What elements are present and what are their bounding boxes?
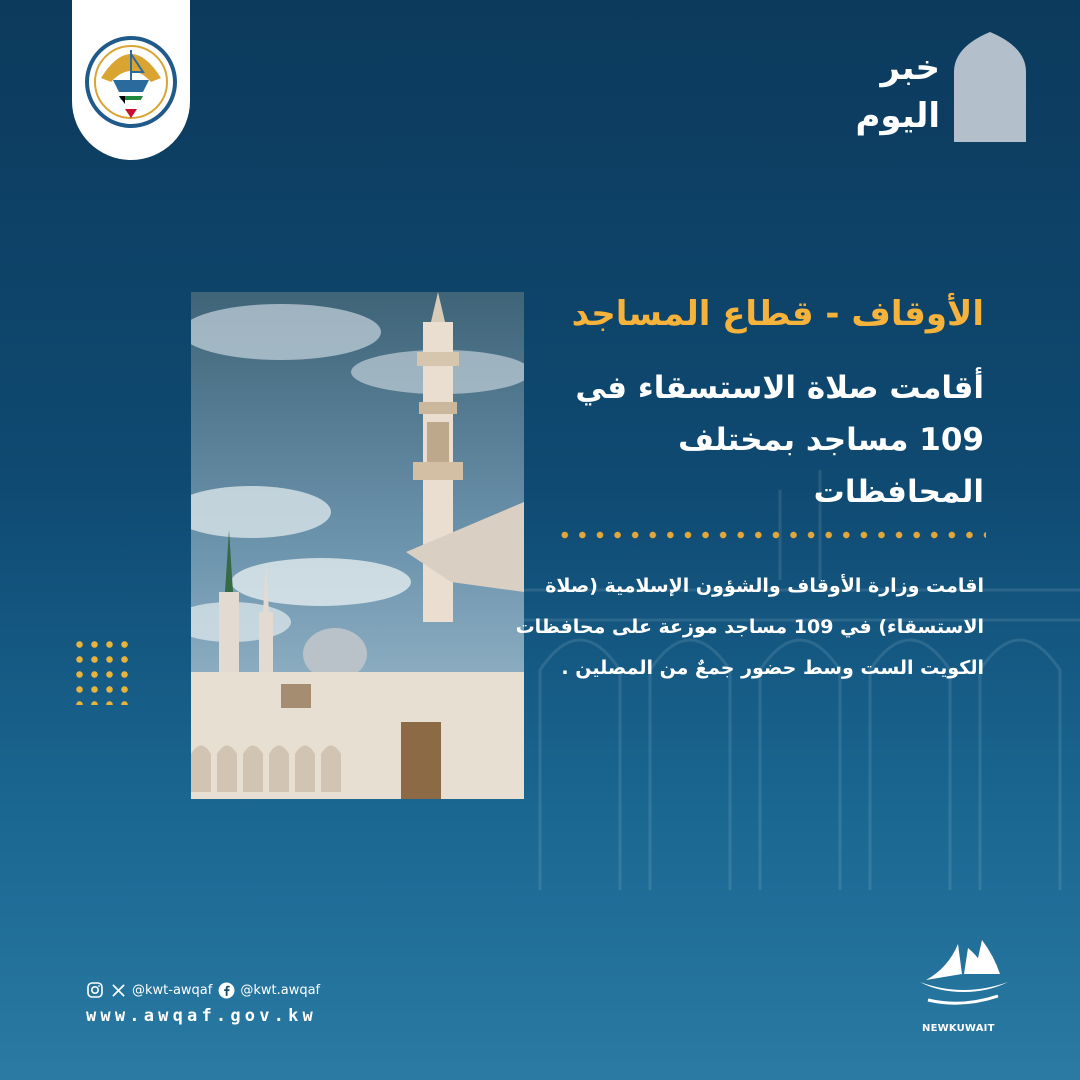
news-label-line1: خبر bbox=[880, 48, 940, 88]
social-handles bbox=[86, 981, 320, 999]
mosque-photo bbox=[191, 292, 524, 799]
section-title: الأوقاف - قطاع المساجد bbox=[571, 294, 984, 334]
decorative-dot-grid bbox=[72, 637, 132, 705]
x-icon[interactable] bbox=[109, 981, 127, 999]
headline: أقامت صلاة الاستسقاء في 109 مساجد بمختلف المحافظات bbox=[575, 370, 984, 510]
arch-badge-icon bbox=[954, 32, 1026, 142]
ministry-logo bbox=[72, 0, 190, 160]
dotted-divider bbox=[556, 530, 986, 540]
mosque-image bbox=[191, 292, 524, 799]
instagram-icon[interactable] bbox=[86, 981, 104, 999]
new-kuwait-label: NEWKUWAIT bbox=[922, 1023, 995, 1034]
website-link[interactable]: www.awqaf.gov.kw bbox=[86, 1006, 317, 1026]
article-body: اقامت وزارة الأوقاف والشؤون الإسلامية (صلاة الاستسقاء) في 109 مساجد موزعة على محافظات الكويت الست وسط حضور جمعٌ من المصلين . bbox=[515, 575, 984, 679]
facebook-icon[interactable] bbox=[217, 981, 235, 999]
ministry-emblem-icon bbox=[81, 10, 181, 150]
facebook-handle[interactable]: @kwt.awqaf bbox=[240, 982, 321, 998]
news-of-the-day-label bbox=[855, 44, 940, 140]
x-handle[interactable]: @kwt-awqaf bbox=[132, 982, 213, 998]
news-label-line2: اليوم bbox=[855, 96, 940, 136]
